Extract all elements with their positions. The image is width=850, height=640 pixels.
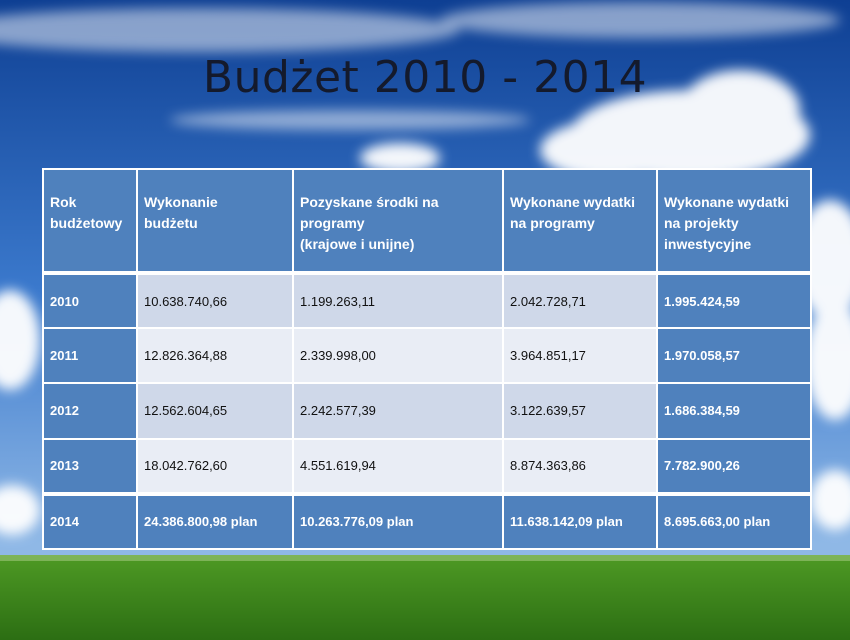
- table-cell: 10.263.776,09 plan: [293, 494, 503, 549]
- table-header-row: [43, 169, 811, 273]
- table-cell: 8.695.663,00 plan: [657, 494, 811, 549]
- table-row: [43, 273, 811, 328]
- table-cell: 2.042.728,71: [503, 273, 657, 328]
- table-cell: 24.386.800,98 plan: [137, 494, 293, 549]
- header-acquired-funds: Pozyskane środki na programy (krajowe i unijne): [293, 169, 503, 273]
- slide-title: Budżet 2010 - 2014: [202, 52, 648, 103]
- table-cell: 2.339.998,00: [293, 328, 503, 383]
- table-row: [43, 439, 811, 494]
- table-cell: 11.638.142,09 plan: [503, 494, 657, 549]
- year-cell: 2011: [43, 328, 137, 383]
- table-cell: 7.782.900,26: [657, 439, 811, 494]
- header-budget-execution: Wykonanie budżetu: [137, 169, 293, 273]
- header-program-expenses: Wykonane wydatki na programy: [503, 169, 657, 273]
- year-cell: 2010: [43, 273, 137, 328]
- header-year: Rok budżetowy: [43, 169, 137, 273]
- table-row-plan: [43, 494, 811, 549]
- table-cell: 3.122.639,57: [503, 383, 657, 438]
- header-investment-expenses: Wykonane wydatki na projekty inwestycyjne: [657, 169, 811, 273]
- table-cell: 2.242.577,39: [293, 383, 503, 438]
- table-cell: 1.686.384,59: [657, 383, 811, 438]
- year-cell: 2013: [43, 439, 137, 494]
- budget-table: [42, 168, 812, 550]
- table-cell: 12.826.364,88: [137, 328, 293, 383]
- table-cell: 12.562.604,65: [137, 383, 293, 438]
- table-cell: 1.199.263,11: [293, 273, 503, 328]
- table-cell: 1.995.424,59: [657, 273, 811, 328]
- year-cell: 2012: [43, 383, 137, 438]
- table-cell: 10.638.740,66: [137, 273, 293, 328]
- table-row: [43, 383, 811, 438]
- table-row: [43, 328, 811, 383]
- year-cell: 2014: [43, 494, 137, 549]
- table-cell: 3.964.851,17: [503, 328, 657, 383]
- table-cell: 8.874.363,86: [503, 439, 657, 494]
- table-cell: 4.551.619,94: [293, 439, 503, 494]
- table-cell: 1.970.058,57: [657, 328, 811, 383]
- table-cell: 18.042.762,60: [137, 439, 293, 494]
